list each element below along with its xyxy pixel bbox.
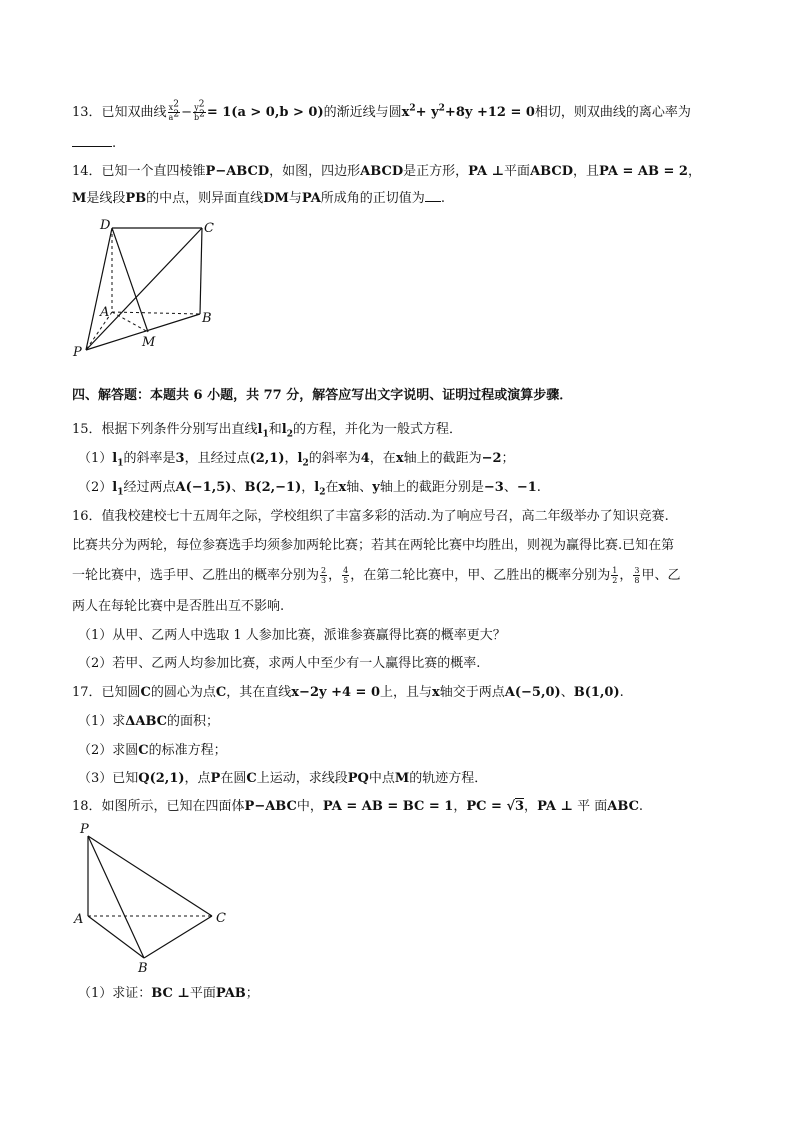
q18-stem: 18．如图所示，已知在四面体P−ABC中，PA = AB = BC = 1，PC = √3，PA ⊥ 平 面ABC.: [72, 799, 644, 814]
q18-part1: （1）求证：BC ⊥平面PAB；: [78, 986, 259, 1001]
q17-stem: 17．已知圆C的圆心为点C，其在直线x−2y +4 = 0上，且与x轴交于两点A(−5,0)、B(1,0).: [72, 685, 624, 700]
q17-part2: （2）求圆C的标准方程；: [78, 743, 227, 758]
q15-stem: 15．根据下列条件分别写出直线$l_1$和$l_2$的方程，并化为一般式方程．: [72, 422, 463, 440]
label-D: D: [100, 218, 111, 233]
label-A: A: [74, 912, 84, 927]
fraction: $\frac{y^2}{b^2}$: [193, 99, 205, 122]
q16-line3: 一轮比赛中，选手甲、乙胜出的概率分别为 $\frac{2}{3}$ ， $\frac{4}{5}$ ，在第二轮比赛中，甲、乙胜出的概率分别为 $\frac{1}{2}$ ， $\frac{3}{8}$ 甲、乙: [72, 566, 681, 585]
fraction: $\frac{3}{8}$: [634, 566, 640, 585]
fraction: $\frac{4}{5}$: [343, 566, 349, 585]
q13-answer-line: .: [72, 134, 734, 154]
q14-line1: 14．已知一个直四棱锥P−ABCD，如图，四边形ABCD是正方形，PA ⊥平面ABCD，且PA = AB = 2，: [72, 164, 701, 179]
q16-part1: （1）从甲、乙两人中选取 1 人参加比赛，派谁参赛赢得比赛的概率更大？: [78, 628, 506, 643]
label-P: P: [73, 345, 82, 360]
q18-tetrahedron-figure: [72, 820, 242, 980]
fraction: $\frac{2}{3}$: [321, 566, 327, 585]
label-C: C: [204, 221, 214, 236]
q13-line: 13．已知双曲线 $\frac{x^2}{a^2}$ − $\frac{y^2}{b^2}$ = 1(a > 0,b > 0)的渐近线与圆$x^2+ y^2+8y +12 = 0$相切，则双曲线的离心率为: [72, 99, 691, 122]
label-C: C: [216, 911, 226, 926]
q16-line1: 16．值我校建校七十五周年之际，学校组织了丰富多彩的活动.为了响应号召，高二年级举办了知识竞赛.: [72, 509, 669, 524]
label-P: P: [80, 822, 89, 837]
q15-part1: $(1)l_1$的斜率是3，且经过点(2,1)，$l_2$的斜率为4，在x轴上的截距为−2；: [78, 451, 515, 469]
q14-pyramid-figure: [72, 216, 232, 366]
q16-line4: 两人在每轮比赛中是否胜出互不影响.: [72, 599, 285, 614]
q16-part2: （2）若甲、乙两人均参加比赛，求两人中至少有一人赢得比赛的概率.: [78, 656, 481, 671]
label-B: B: [138, 961, 148, 976]
section-title: 四、解答题：本题共 6 小题，共 77 分，解答应写出文字说明、证明过程或演算步骤．: [72, 388, 573, 403]
q14-line2: M是线段PB的中点，则异面直线DM与PA所成角的正切值为 .: [72, 191, 445, 206]
q16-line2: 比赛共分为两轮，每位参赛选手均须参加两轮比赛；若其在两轮比赛中均胜出，则视为赢得比赛.已知在第: [72, 538, 675, 553]
label-A: A: [100, 305, 110, 320]
fraction: $\frac{x^2}{a^2}$: [168, 99, 180, 122]
answer-blank: [72, 134, 112, 147]
fraction: $\frac{1}{2}$: [612, 566, 618, 585]
label-M: M: [142, 335, 156, 350]
q15-part2: $(2)l_1$经过两点A(−1,5)、B(2,−1)，$l_2$在x轴、y轴上的截距分别是−3、−1.: [78, 480, 541, 498]
answer-blank: [425, 189, 441, 202]
q17-part3: （3）已知Q(2,1)，点P在圆C上运动，求线段PQ中点M的轨迹方程．: [78, 771, 488, 786]
sqrt-symbol: √3: [506, 799, 525, 814]
label-B: B: [202, 311, 212, 326]
q17-part1: （1）求ΔABC的面积；: [78, 714, 220, 729]
